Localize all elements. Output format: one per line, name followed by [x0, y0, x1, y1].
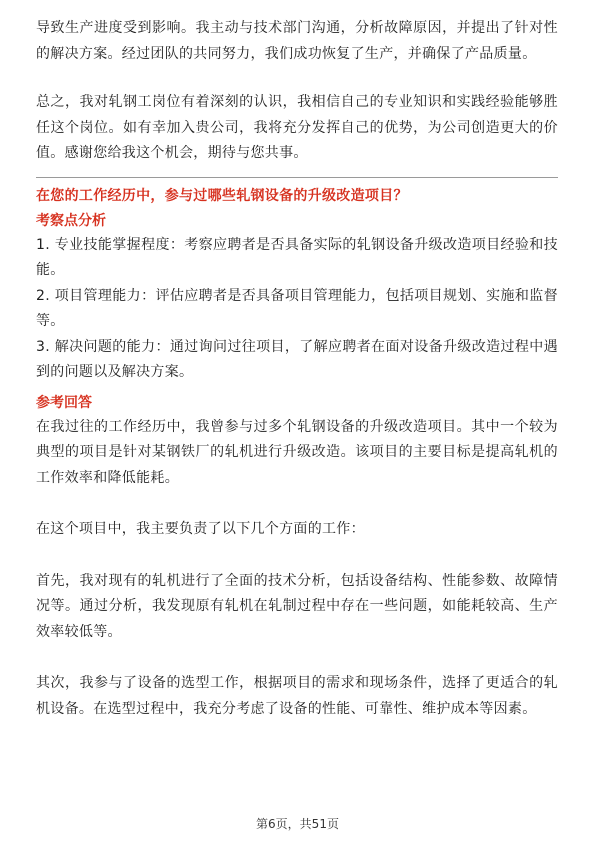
answer-paragraph: 首先，我对现有的轧机进行了全面的技术分析，包括设备结构、性能参数、故障情况等。通过分析，我发现原有轧机在轧制过程中存在一些问题，如能耗较高、生产效率较低等。	[36, 572, 558, 640]
question-title: 在您的工作经历中，参与过哪些轧钢设备的升级改造项目？	[36, 187, 408, 204]
analysis-item: 2. 项目管理能力：评估应聘者是否具备项目管理能力，包括项目规划、实施和监督等。	[36, 287, 558, 329]
answer-heading: 参考回答	[36, 394, 92, 411]
page-number: 第6页，共51页	[256, 817, 339, 831]
answer-paragraph: 在我过往的工作经历中，我曾参与过多个轧钢设备的升级改造项目。其中一个较为典型的项目是针对某钢铁厂的轧机进行升级改造。该项目的主要目标是提高轧机的工作效率和降低能耗。	[36, 418, 558, 486]
document-page	[36, 16, 558, 722]
answer-paragraph: 其次，我参与了设备的选型工作，根据项目的需求和现场条件，选择了更适合的轧机设备。在选型过程中，我充分考虑了设备的性能、可靠性、维护成本等因素。	[36, 675, 558, 717]
analysis-heading: 考察点分析	[36, 212, 106, 229]
analysis-item: 1. 专业技能掌握程度：考察应聘者是否具备实际的轧钢设备升级改造项目经验和技能。	[36, 236, 558, 278]
section-divider	[36, 177, 558, 178]
intro-paragraph-1: 导致生产进度受到影响。我主动与技术部门沟通，分析故障原因，并提出了针对性的解决方案。经过团队的共同努力，我们成功恢复了生产，并确保了产品质量。	[36, 20, 558, 62]
page-footer	[0, 815, 595, 832]
answer-paragraph: 在这个项目中，我主要负责了以下几个方面的工作：	[36, 521, 365, 537]
analysis-item: 3. 解决问题的能力：通过询问过往项目，了解应聘者在面对设备升级改造过程中遇到的问题以及解决方案。	[36, 338, 558, 380]
intro-paragraph-2: 总之，我对轧钢工岗位有着深刻的认识，我相信自己的专业知识和实践经验能够胜任这个岗位。如有幸加入贵公司，我将充分发挥自己的优势，为公司创造更大的价值。感谢您给我这个机会，期待与您共事。	[36, 94, 558, 161]
